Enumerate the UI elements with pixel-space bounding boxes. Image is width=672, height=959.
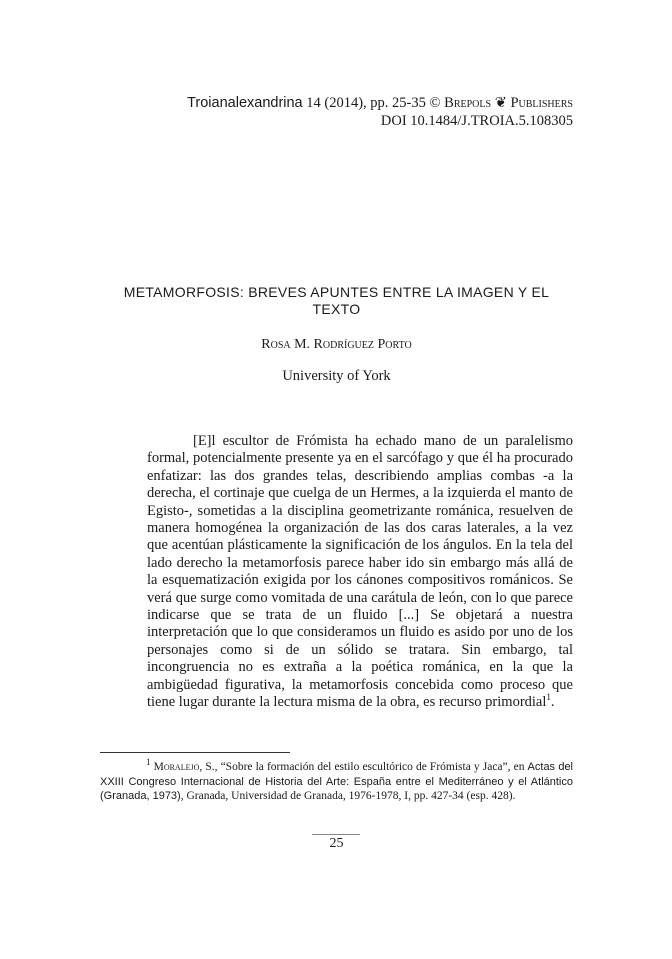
- block-quote: [147, 433, 573, 712]
- quote-end: .: [550, 694, 555, 711]
- publisher-name-a: Brepols: [444, 95, 492, 111]
- footnote-venue: Actas del XXIII Congreso Internacional de Historia del Arte: España entre el Mediterráneo y el Atlántico (Granada, 1973): [100, 761, 574, 802]
- journal-citation: 14 (2014), pp. 25-35 ©: [306, 95, 445, 111]
- footnote-author: Moralejo: [153, 761, 200, 773]
- author-affiliation: University of York: [282, 368, 391, 384]
- publisher-name-b: Publishers: [510, 95, 573, 111]
- quote-text: [E]l escultor de Frómista ha echado mano de un paralelismo formal, potencialmente presente ya en el sarcófago y que él ha procurado enfatizar: las dos grandes telas, describiendo amplias combas -a la derecha, el cortinaje que cuelga de un Hermes, a la izquierda el manto de Egisto-, sometidas a la disciplina geometrizante románica, resuelven de manera homogénea la organización de las dos caras laterales, a la vez que acentúan plásticamente la significación de los ángulos. En la tela del lado derecho la metamorfosis parece haber ido sin embargo más allá de la esquematización exigida por los cánones compositivos románicos. Se verá que surge como vomitada de una carátula de león, con lo que parece indicarse que se trata de un fluido [...] Se objetará a nuestra interpretación que lo que consideramos un fluido es asido por uno de los personajes como si de un sólido se tratara. Sin embargo, tal incongruencia no es extraña a la poética románica, en la que la ambigüedad figurativa, la metamorfosis concebida como proceso que tiene lugar durante la lectura misma de la obra, es recurso primordial: [147, 433, 573, 711]
- footnote-divider: [100, 752, 290, 753]
- doi: DOI 10.1484/J.TROIA.5.108305: [380, 113, 573, 129]
- page-number-divider: [312, 834, 360, 835]
- page-number: 25: [329, 836, 344, 851]
- running-header: [100, 94, 573, 130]
- footnote-text-a: , S., “Sobre la formación del estilo escultórico de Frómista y Jaca”, en: [199, 761, 528, 773]
- publisher-logo-icon: ❦: [494, 95, 507, 111]
- article-author: Rosa M. Rodríguez Porto: [261, 337, 412, 352]
- header-citation-line: [100, 94, 573, 112]
- footnote-text-b: , Granada, Universidad de Granada, 1976-1978, I, pp. 427-34 (esp. 428).: [180, 790, 516, 802]
- footnote: [100, 757, 574, 804]
- footnote-number: 1: [146, 757, 151, 768]
- article-title: METAMORFOSIS: BREVES APUNTES ENTRE LA IMAGEN Y EL TEXTO: [123, 284, 550, 317]
- footnote-reference: 1: [546, 692, 551, 703]
- journal-name: Troianalexandrina: [187, 95, 303, 111]
